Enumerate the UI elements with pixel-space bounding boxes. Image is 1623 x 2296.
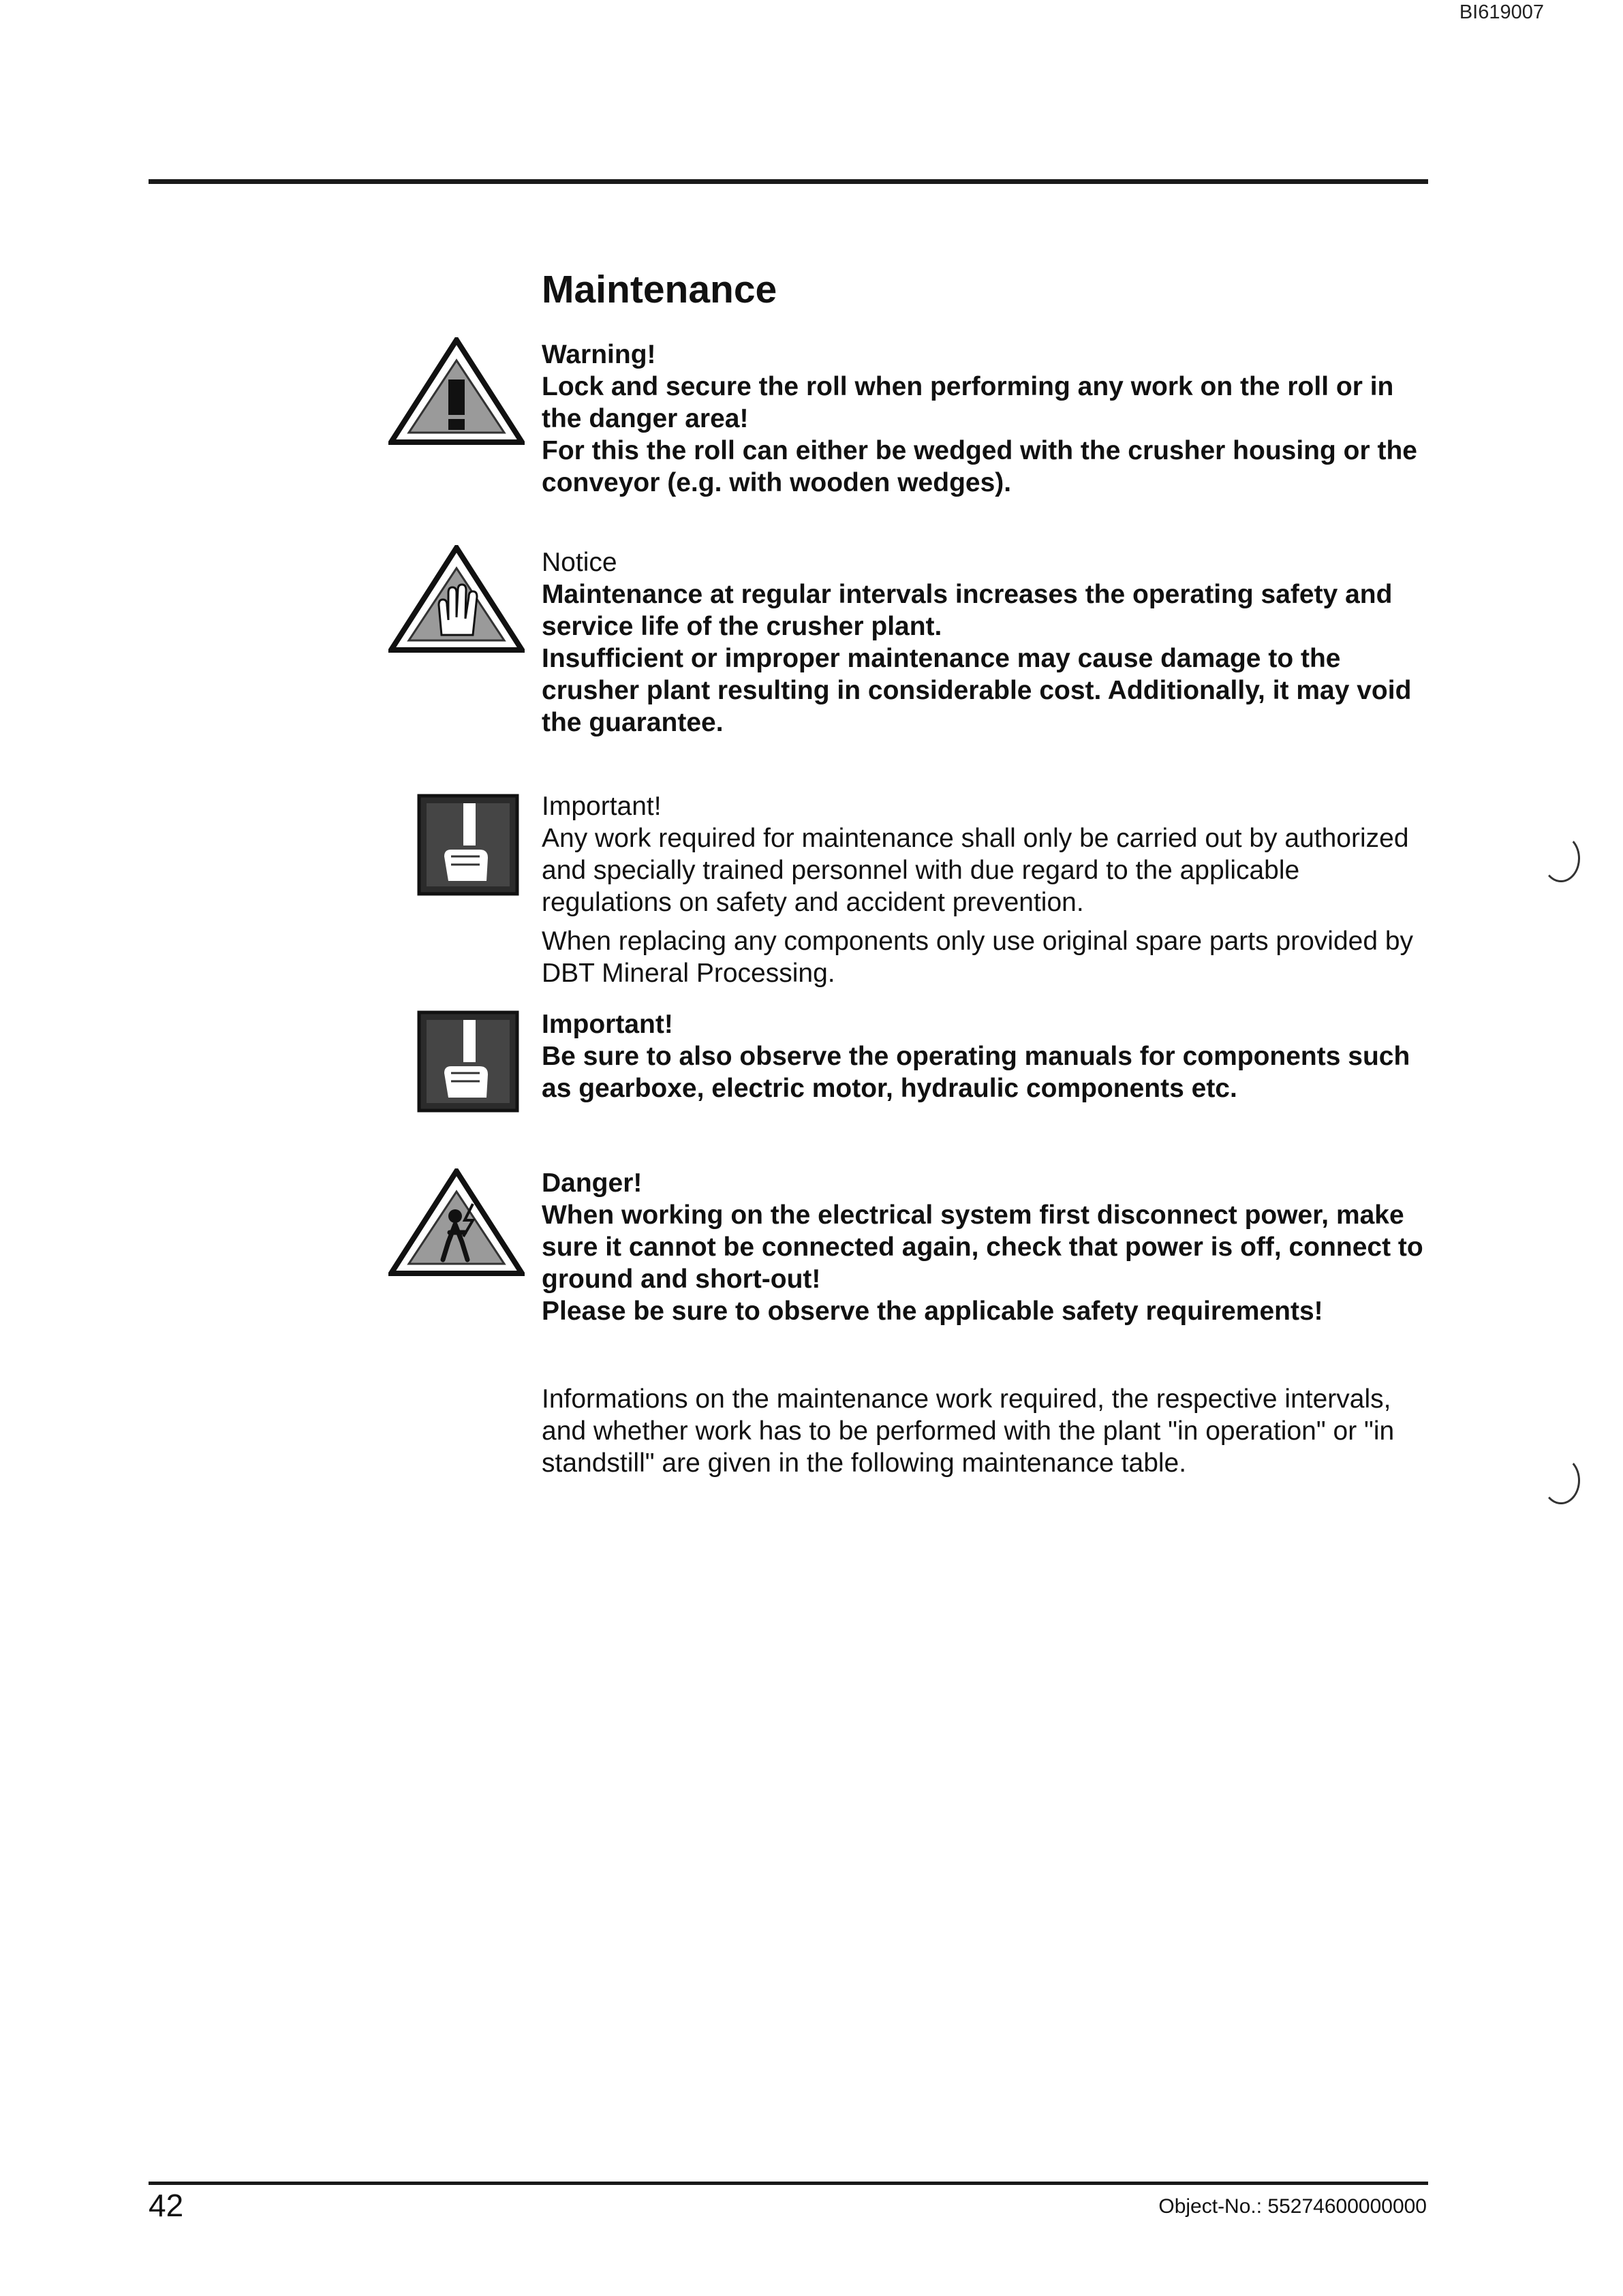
page-number: 42 bbox=[149, 2188, 184, 2223]
section-text: Any work required for maintenance shall only be carried out by authorized and specially trained personnel with due regard to the applicable regulations on safety and accident prevention. bbox=[542, 824, 1409, 917]
section-text: For this the roll can either be wedged with the crusher housing or the conveyor (e.g. with wooden wedges). bbox=[542, 436, 1417, 497]
closing-text: Informations on the maintenance work required, the respective intervals, and whether work has to be performed with the plant "in operation" or "in standstill" are given in the following maintenance table. bbox=[542, 1384, 1395, 1478]
notice-section bbox=[542, 546, 1434, 739]
important-section bbox=[542, 790, 1434, 989]
danger-electric-shock-triangle-icon bbox=[388, 1168, 525, 1277]
section-heading: Important! bbox=[542, 792, 662, 821]
binding-hole-mark bbox=[1542, 835, 1580, 882]
notice-hand-triangle-icon bbox=[388, 545, 525, 654]
important-pointing-hand-icon bbox=[417, 794, 519, 896]
section-heading: Warning! bbox=[542, 340, 656, 369]
closing-paragraph bbox=[542, 1383, 1434, 1479]
important-pointing-hand-icon bbox=[417, 1010, 519, 1113]
section-text: When replacing any components only use original spare parts provided by DBT Mineral Processing. bbox=[542, 927, 1414, 988]
section-heading: Notice bbox=[542, 548, 617, 577]
section-text: Be sure to also observe the operating manuals for components such as gearboxe, electric motor, hydraulic components etc. bbox=[542, 1042, 1410, 1103]
section-text: When working on the electrical system first disconnect power, make sure it cannot be connected again, check that power is off, connect to ground and short-out! bbox=[542, 1200, 1423, 1294]
binding-hole-mark bbox=[1542, 1457, 1580, 1504]
danger-section bbox=[542, 1167, 1434, 1327]
top-rule bbox=[149, 179, 1428, 184]
section-text: Lock and secure the roll when performing any work on the roll or in the danger area! bbox=[542, 372, 1394, 433]
section-text: Insufficient or improper maintenance may cause damage to the crusher plant resulting in considerable cost. Additionally, it may void the guarantee. bbox=[542, 644, 1412, 737]
document-id: BI619007 bbox=[1459, 1, 1544, 23]
object-number: Object-No.: 55274600000000 bbox=[1158, 2195, 1427, 2218]
section-text: Maintenance at regular intervals increases the operating safety and service life of the crusher plant. bbox=[542, 580, 1393, 641]
bottom-rule bbox=[149, 2182, 1428, 2185]
section-heading: Important! bbox=[542, 1010, 673, 1039]
section-text: Please be sure to observe the applicable safety requirements! bbox=[542, 1297, 1323, 1326]
page-title: Maintenance bbox=[542, 268, 777, 311]
important-section bbox=[542, 1008, 1434, 1104]
warning-exclamation-triangle-icon bbox=[388, 337, 525, 446]
section-heading: Danger! bbox=[542, 1168, 643, 1198]
warning-section bbox=[542, 339, 1434, 499]
